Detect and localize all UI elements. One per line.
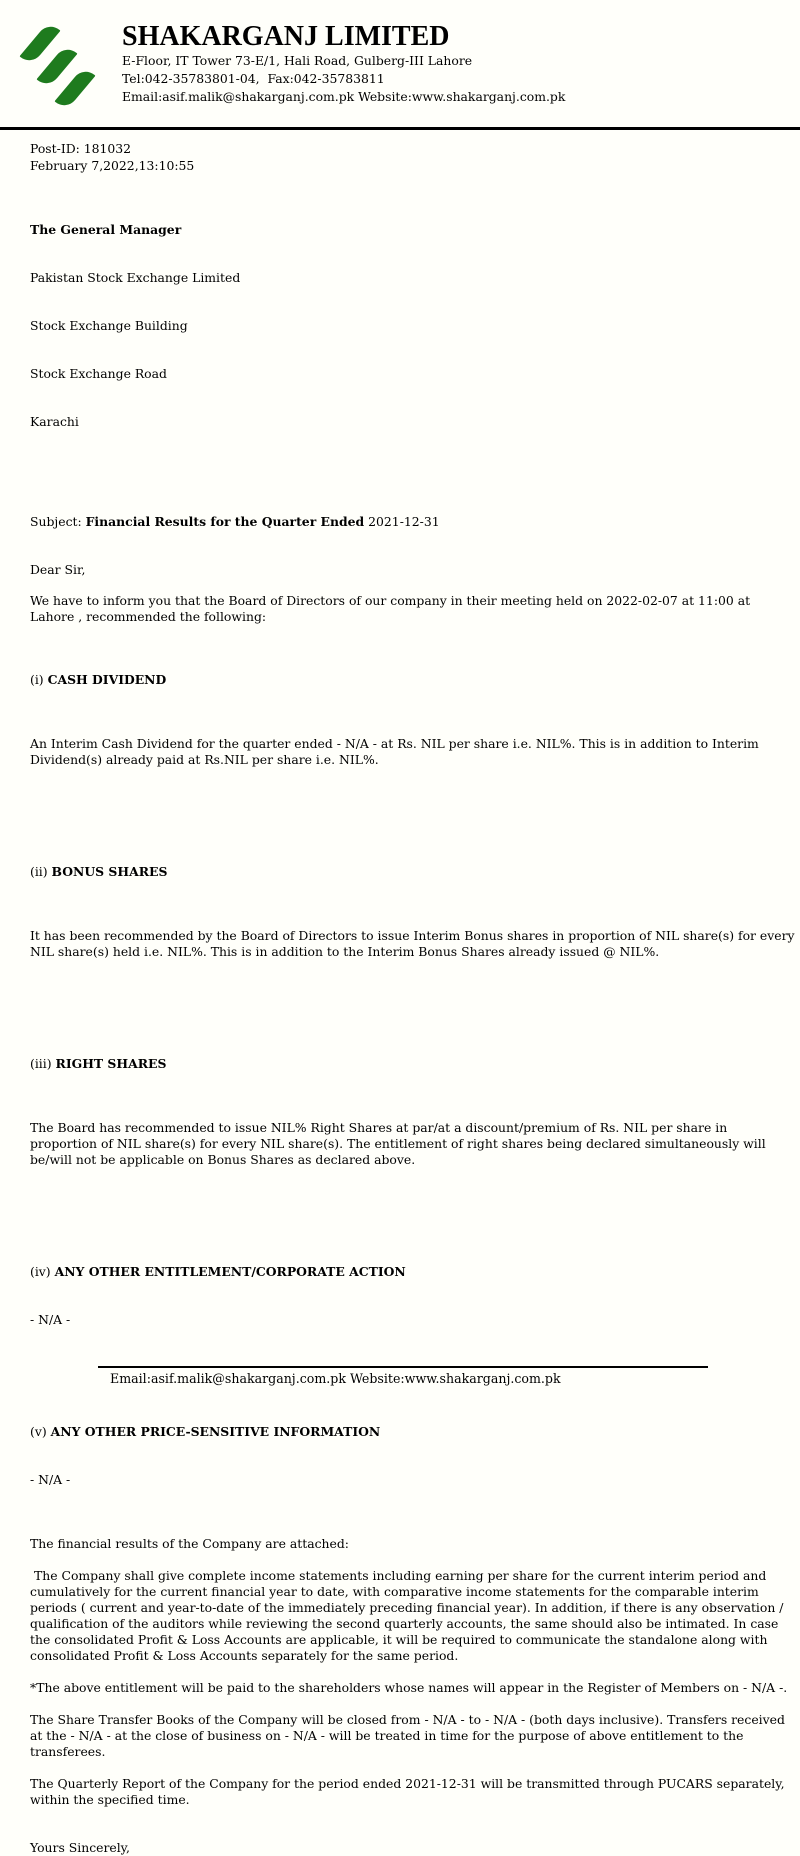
company-phone-fax: Tel:042-35783801-04, Fax:042-35783811	[122, 71, 385, 86]
section-number: (ii)	[30, 864, 48, 879]
letterhead	[0, 0, 800, 130]
intro-paragraph: We have to inform you that the Board of Directors of our company in their meeting held on 2022-02-07 at 11:00 at Lahore , recommended the following:	[30, 593, 755, 624]
section-number: (iv)	[30, 1264, 51, 1279]
section-cash-dividend	[30, 640, 797, 800]
recipient-line: Stock Exchange Building	[30, 318, 188, 333]
section-heading	[30, 1056, 797, 1072]
section-na-value: - N/A -	[30, 1472, 71, 1487]
section-right-shares	[30, 1024, 797, 1200]
company-email-website: Email:asif.malik@shakarganj.com.pk Website:www.shakarganj.com.pk	[122, 89, 566, 104]
section-title: BONUS SHARES	[51, 864, 168, 879]
quarterly-report-paragraph: The Quarterly Report of the Company for the period ended 2021-12-31 will be transmitted through PUCARS separately, within the specified time.	[30, 1776, 789, 1807]
section-body: It has been recommended by the Board of Directors to issue Interim Bonus shares in proportion of NIL share(s) for every NIL share(s) held i.e. NIL%. This is in addition to the Interim Bonus Shares already issued @ NIL%.	[30, 928, 799, 959]
section-heading	[30, 1264, 797, 1280]
post-meta	[30, 140, 797, 174]
section-number: (v)	[30, 1424, 47, 1439]
entitlement-paragraph: *The above entitlement will be paid to the shareholders whose names will appear in the Register of Members on - N/A -.	[30, 1680, 788, 1695]
recipient-line: Karachi	[30, 414, 79, 429]
company-address: E-Floor, IT Tower 73-E/1, Hali Road, Gulberg-III Lahore	[122, 53, 473, 68]
statements-paragraph: The Company shall give complete income statements including earning per share for the current interim period and cumulatively for the current financial year to date, with comparative income statements for the comparable interim periods ( current and year-to-date of the immediately preceding financial year). In addition, if there is any observation / qualification of the auditors while reviewing the second quarterly accounts, the same should also be intimated. In case the consolidated Profit & Loss Accounts are applicable, it will be required to communicate the standalone along with consolidated Profit & Loss Accounts separately for the same period.	[30, 1568, 788, 1663]
recipient-title: The General Manager	[30, 222, 182, 237]
section-heading	[30, 864, 797, 880]
post-datetime: February 7,2022,13:10:55	[30, 158, 195, 173]
signoff: Yours Sincerely,	[30, 1840, 130, 1855]
recipient-line: Pakistan Stock Exchange Limited	[30, 270, 241, 285]
footer-contact-line: Email:asif.malik@shakarganj.com.pk Website:www.shakarganj.com.pk	[110, 1371, 561, 1386]
company-logo-icon	[18, 16, 118, 116]
section-number: (i)	[30, 672, 44, 687]
section-title: RIGHT SHARES	[55, 1056, 167, 1071]
footer-divider	[98, 1366, 708, 1368]
subject-label: Subject:	[30, 514, 82, 529]
section-price-sensitive	[30, 1392, 797, 1520]
attached-note: The financial results of the Company are attached:	[30, 1536, 349, 1551]
section-body: The Board has recommended to issue NIL% Right Shares at par/at a discount/premium of Rs. NIL per share in proportion of NIL share(s) for every NIL share(s). The entitlement of right shares being declared simultaneously will be/will not be applicable on Bonus Shares as declared above.	[30, 1120, 770, 1167]
recipient-address	[30, 190, 797, 462]
letter-body	[0, 140, 800, 1856]
section-na-value: - N/A -	[30, 1312, 71, 1327]
section-title: ANY OTHER PRICE-SENSITIVE INFORMATION	[50, 1424, 381, 1439]
section-heading	[30, 672, 797, 688]
company-name: SHAKARGANJ LIMITED	[122, 21, 450, 52]
transfer-books-paragraph: The Share Transfer Books of the Company will be closed from - N/A - to - N/A - (both days inclusive). Transfers received at the - N/A - at the close of business on - N/A - will be treated in time for the purpose of above entitlement to the transferees.	[30, 1712, 789, 1759]
section-bonus-shares	[30, 832, 797, 992]
section-title: CASH DIVIDEND	[47, 672, 167, 687]
recipient-line: Stock Exchange Road	[30, 366, 167, 381]
salutation: Dear Sir,	[30, 562, 86, 577]
post-id: Post-ID: 181032	[30, 141, 132, 156]
section-title: ANY OTHER ENTITLEMENT/CORPORATE ACTION	[54, 1264, 406, 1279]
section-heading	[30, 1424, 797, 1440]
section-body: An Interim Cash Dividend for the quarter ended - N/A - at Rs. NIL per share i.e. NIL%. This is in addition to Interim Dividend(s) already paid at Rs.NIL per share i.e. NIL%.	[30, 736, 763, 767]
page-footer	[0, 1366, 800, 1387]
subject-line	[30, 514, 797, 530]
section-number: (iii)	[30, 1056, 52, 1071]
section-other-entitlement	[30, 1232, 797, 1360]
subject-title: Financial Results for the Quarter Ended	[85, 514, 365, 529]
subject-date: 2021-12-31	[368, 514, 440, 529]
